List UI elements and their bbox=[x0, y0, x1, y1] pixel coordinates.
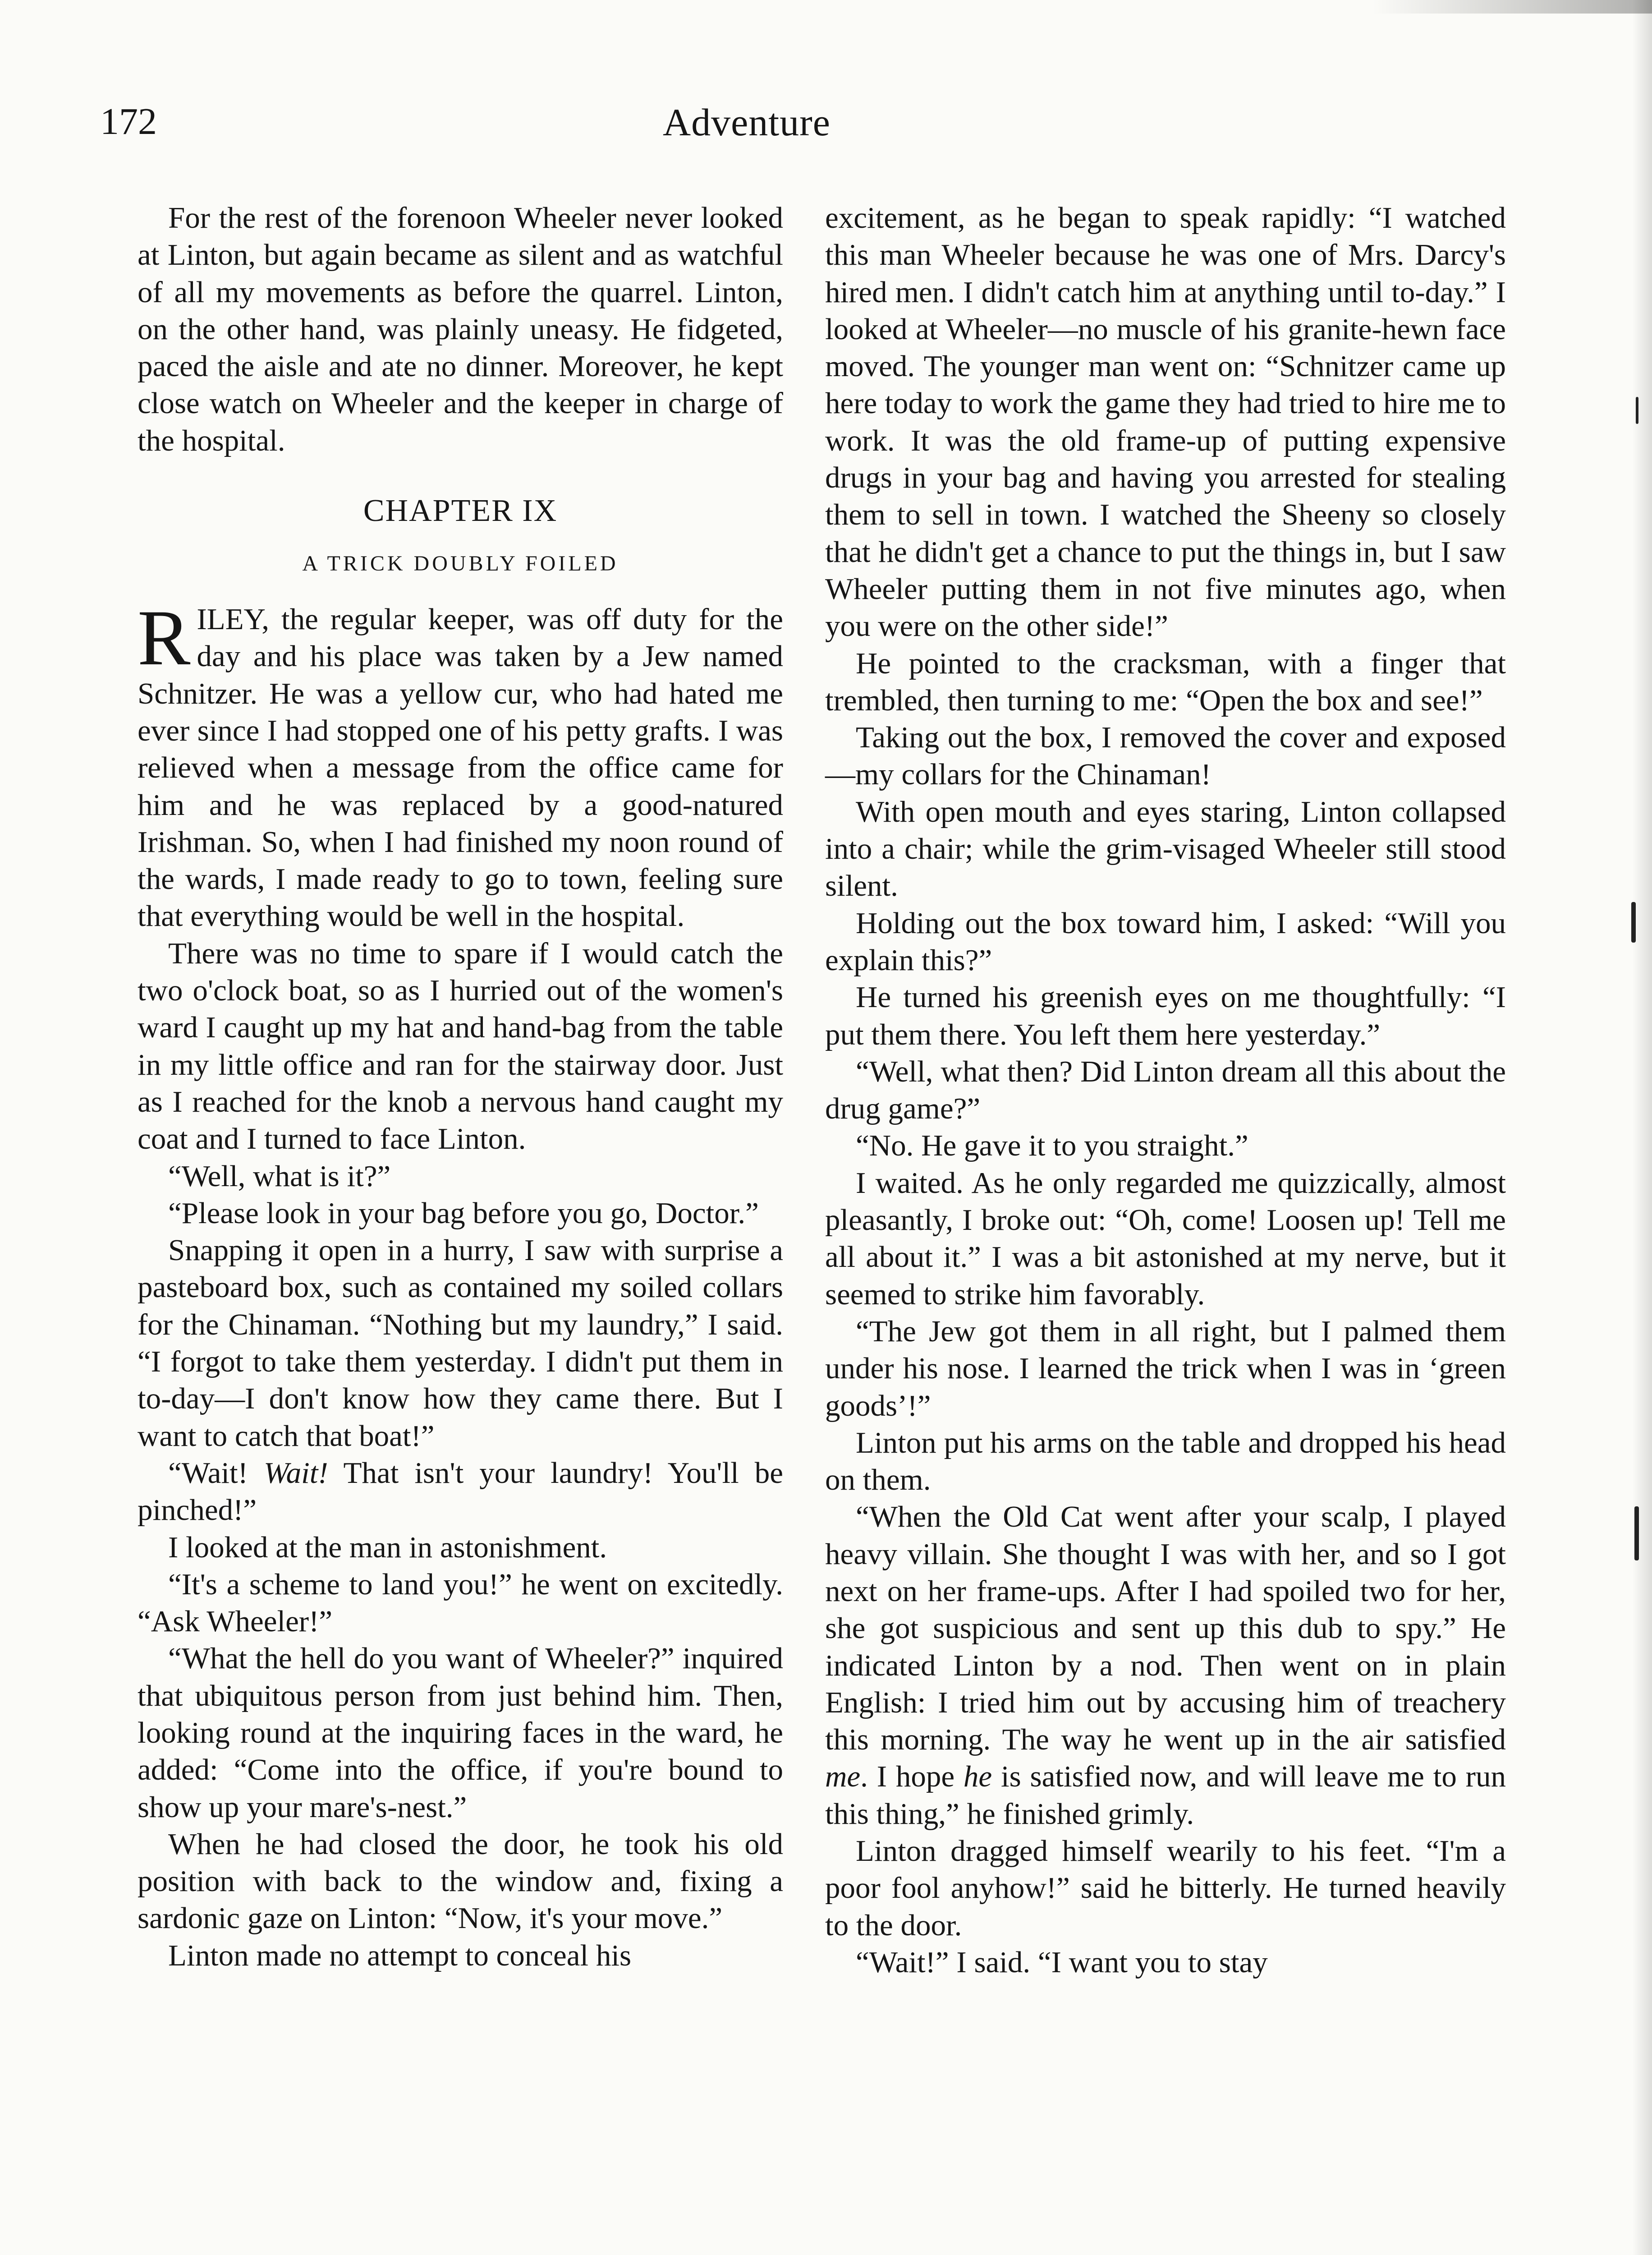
paragraph: Linton dragged himself wearily to his feet. “I'm a poor fool anyhow!” said he bitterly. He turned heavily to the door. bbox=[825, 1834, 1506, 1942]
paragraph: “Please look in your bag before you go, Doctor.” bbox=[168, 1196, 759, 1230]
paragraph: Snapping it open in a hurry, I saw with surprise a pasteboard box, such as contained my soiled collars for the Chinaman. “Nothing but my laundry,” I said. “I forgot to take them yesterday. I didn't put them in to-day—I don't know how they came there. But I want to catch that boat!” bbox=[138, 1233, 783, 1453]
paragraph: “No. He gave it to you straight.” bbox=[856, 1129, 1248, 1163]
text-run: “When the Old Cat went after your scalp, I played heavy villain. She thought I was with her, and so I got next on her frame-ups. After I had spoiled two for her, she got suspicious and sent up this dub to spy.” He indicated Linton by a nod. Then went on in plain English: I tried him out by accusing him of treachery this morning. The way he went up in the air satisfied bbox=[825, 1500, 1506, 1757]
chapter-heading: CHAPTER IX bbox=[363, 493, 558, 529]
paragraph bbox=[825, 1498, 1506, 1832]
italic-run: Wait! bbox=[263, 1456, 328, 1490]
scan-shadow-edge bbox=[1632, 0, 1652, 2255]
paragraph: I looked at the man in astonishment. bbox=[168, 1530, 607, 1564]
paragraph-dropcap bbox=[138, 594, 783, 935]
paragraph: “The Jew got them in all right, but I palmed them under his nose. I learned the trick when I was in ‘green goods’!” bbox=[825, 1314, 1506, 1422]
page-number: 172 bbox=[100, 101, 157, 143]
text-run: . I hope bbox=[860, 1760, 964, 1794]
paragraph: Linton made no attempt to conceal his bbox=[168, 1938, 632, 1972]
paragraph: “Wait!” I said. “I want you to stay bbox=[856, 1945, 1268, 1979]
text-run: “Wait! bbox=[168, 1456, 264, 1490]
paragraph: Taking out the box, I removed the cover and exposed—my collars for the Chinaman! bbox=[825, 721, 1506, 792]
text-run: That isn't your laundry! You'll be pinched!” bbox=[138, 1456, 783, 1527]
margin-mark bbox=[1636, 397, 1638, 424]
paragraph: “It's a scheme to land you!” he went on excitedly. “Ask Wheeler!” bbox=[138, 1567, 783, 1638]
text-run: is satisfied now, and will leave me to run this thing,” he finished grimly. bbox=[825, 1760, 1506, 1831]
paragraph: With open mouth and eyes staring, Linton collapsed into a chair; while the grim-visaged Wheeler still stood silent. bbox=[825, 795, 1506, 903]
paragraph: “Well, what then? Did Linton dream all this about the drug game?” bbox=[825, 1054, 1506, 1126]
paragraph: “What the hell do you want of Wheeler?” inquired that ubiquitous person from just behind him. Then, looking round at the inquiring faces in the ward, he added: “Come into the office, if you're bound to show up your mare's-nest.” bbox=[138, 1642, 783, 1824]
paragraph: He turned his greenish eyes on me thoughtfully: “I put them there. You left them here yesterday.” bbox=[825, 980, 1506, 1051]
chapter-subtitle: A TRICK DOUBLY FOILED bbox=[302, 552, 619, 576]
paragraph: There was no time to spare if I would catch the two o'clock boat, so as I hurried out of the women's ward I caught up my hat and hand-bag from the table in my little office and ran for the stairway door. Just as I reached for the knob a nervous hand caught my coat and I turned to face Linton. bbox=[138, 936, 783, 1156]
paragraph-text: ILEY, the regular keeper, was off duty for the day and his place was taken by a Jew named Schnitzer. He was a yellow cur, who had hated me ever since I had stopped one of his petty grafts. I was relieved when a message from the office came for him and he was replaced by a good-natured Irishman. So, when I had finished my noon round of the wards, I made ready to go to town, feeling sure that everything would be well in the hospital. bbox=[138, 603, 783, 933]
paragraph: When he had closed the door, he took his old position with back to the window and, fixing a sardonic gaze on Linton: “Now, it's your move.” bbox=[138, 1827, 783, 1935]
paragraph: “Well, what is it?” bbox=[168, 1159, 391, 1193]
paragraph: excitement, as he began to speak rapidly: “I watched this man Wheeler because he was one of Mrs. Darcy's hired men. I didn't catch him at anything until to-day.” I looked at Wheeler—no muscle of his granite-hewn face moved. The younger man went on: “Schnitzer came up here today to work the game they had tried to hire me to work. It was the old frame-up of putting expensive drugs in your bag and having you arrested for stealing them to sell in town. I watched the Sheeny so closely that he didn't get a chance to put the things in, but I saw Wheeler putting them in not five minutes ago, when you were on the other side!” bbox=[825, 201, 1506, 643]
right-column bbox=[825, 199, 1506, 1981]
italic-run: he bbox=[963, 1760, 992, 1794]
paragraph: Holding out the box toward him, I asked: “Will you explain this?” bbox=[825, 906, 1506, 977]
left-column bbox=[138, 199, 783, 1974]
running-head: Adventure bbox=[663, 101, 831, 144]
scan-top-artifact bbox=[1372, 0, 1652, 14]
margin-mark bbox=[1631, 902, 1636, 943]
paragraph: Linton put his arms on the table and dropped his head on them. bbox=[825, 1426, 1506, 1497]
paragraph: I waited. As he only regarded me quizzically, almost pleasantly, I broke out: “Oh, come! Loosen up! Tell me all about it.” I was a bit astonished at my nerve, but it seemed to strike him favorably. bbox=[825, 1166, 1506, 1311]
drop-cap: R bbox=[138, 594, 191, 682]
margin-mark bbox=[1634, 1506, 1639, 1560]
italic-run: me bbox=[825, 1760, 861, 1794]
paragraph: For the rest of the forenoon Wheeler never looked at Linton, but again became as silent and as watchful of all my movements as before the quarrel. Linton, on the other hand, was plainly uneasy. He fidgeted, paced the aisle and ate no dinner. Moreover, he kept close watch on Wheeler and the keeper in charge of the hospital. bbox=[138, 201, 783, 457]
paragraph bbox=[138, 1454, 783, 1529]
paragraph: He pointed to the cracksman, with a finger that trembled, then turning to me: “Open the box and see!” bbox=[825, 646, 1506, 717]
